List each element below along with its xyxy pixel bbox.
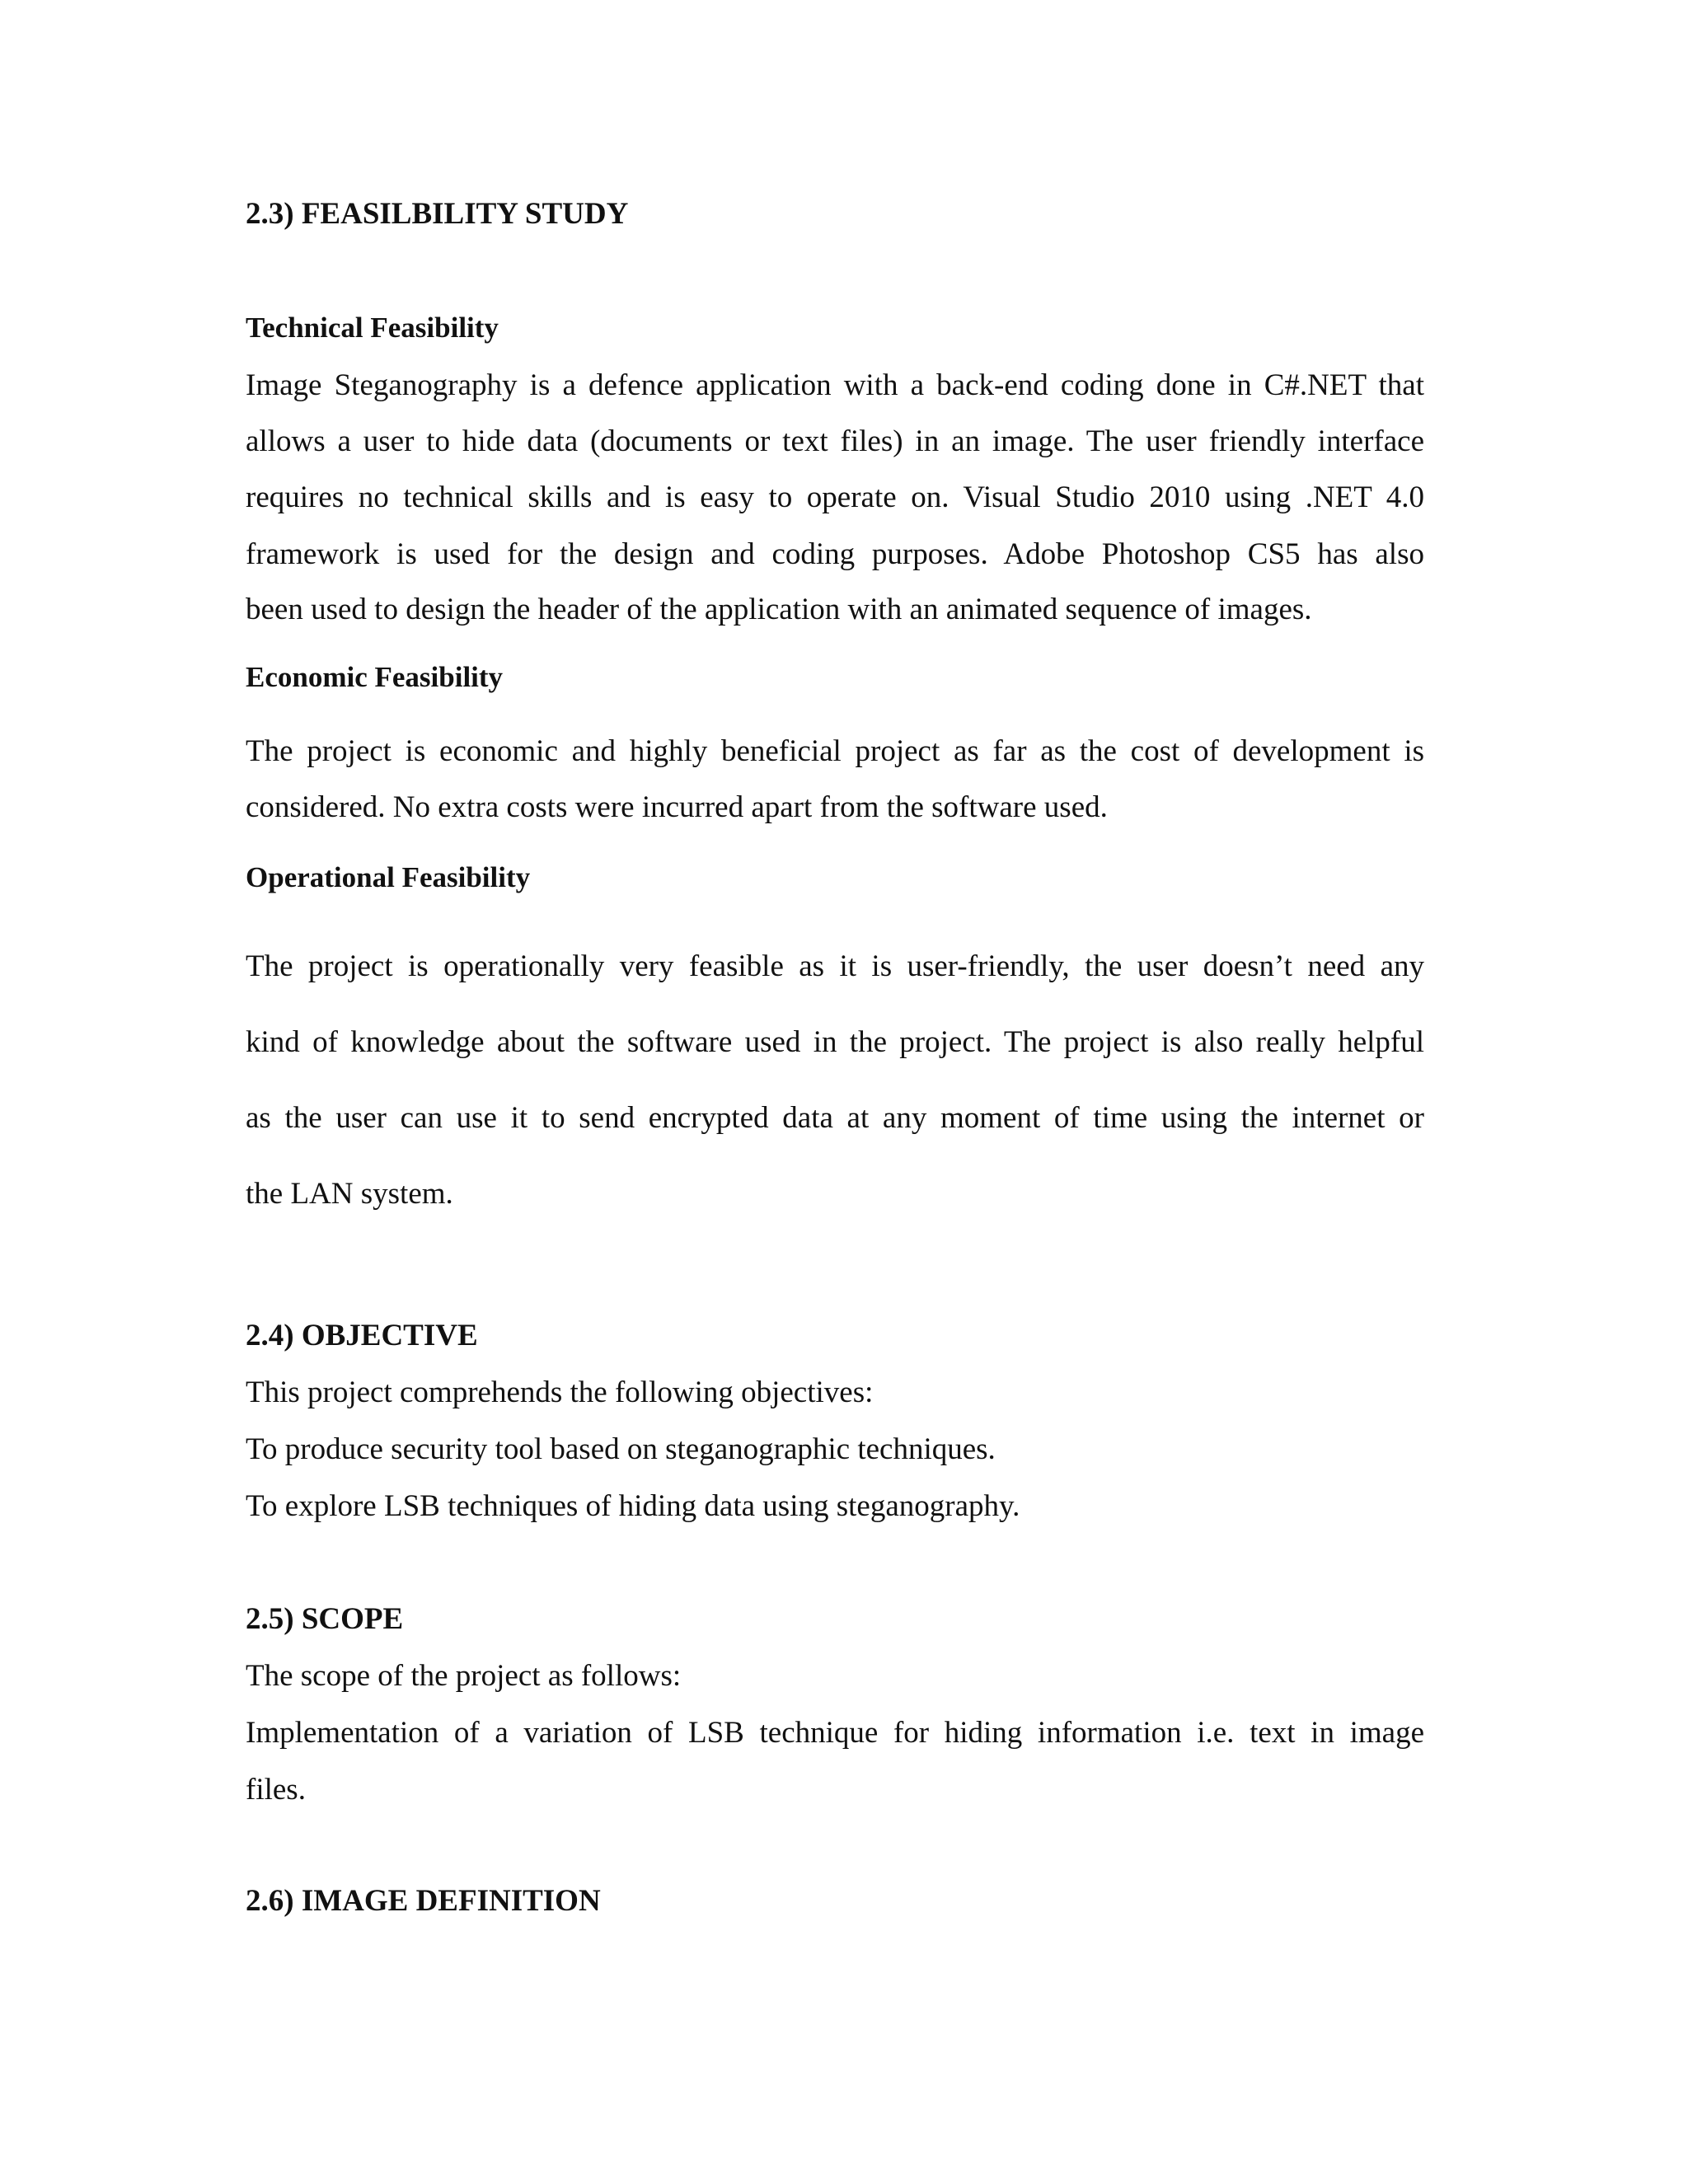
paragraph-line: the LAN system. xyxy=(246,1177,453,1211)
technical-paragraph xyxy=(246,480,1424,515)
subheading-technical-feasibility: Technical Feasibility xyxy=(246,312,499,344)
paragraph-line: The project is operationally very feasible as it is user-friendly, the user doesn’t need any xyxy=(246,949,1424,983)
paragraph-line: files. xyxy=(246,1773,306,1807)
scope-line xyxy=(246,1658,1424,1694)
subheading-operational-feasibility: Operational Feasibility xyxy=(246,861,531,893)
subheading-economic-feasibility: Economic Feasibility xyxy=(246,661,504,693)
scope-line xyxy=(246,1772,1424,1807)
section-title-objective: 2.4) OBJECTIVE xyxy=(246,1319,478,1352)
section-title-image-definition: 2.6) IMAGE DEFINITION xyxy=(246,1884,601,1918)
paragraph-line: The scope of the project as follows: xyxy=(246,1659,682,1693)
paragraph-line: To produce security tool based on steganographic techniques. xyxy=(246,1432,996,1466)
section-title-scope: 2.5) SCOPE xyxy=(246,1602,404,1636)
economic-paragraph xyxy=(246,733,1424,769)
paragraph-line: allows a user to hide data (documents or text files) in an image. The user friendly interface xyxy=(246,424,1424,458)
operational-paragraph xyxy=(246,949,1424,984)
operational-paragraph xyxy=(246,1024,1424,1060)
technical-paragraph xyxy=(246,424,1424,459)
operational-paragraph xyxy=(246,1176,1424,1212)
economic-paragraph xyxy=(246,790,1424,825)
paragraph-line: Image Steganography is a defence application with a back-end coding done in C#.NET that xyxy=(246,368,1424,402)
objective-line xyxy=(246,1488,1424,1524)
paragraph-line: been used to design the header of the application with an animated sequence of images. xyxy=(246,593,1312,626)
paragraph-line: as the user can use it to send encrypted data at any moment of time using the internet or xyxy=(246,1101,1424,1135)
paragraph-line: kind of knowledge about the software used in the project. The project is also really helpful xyxy=(246,1025,1424,1059)
technical-paragraph xyxy=(246,537,1424,572)
paragraph-line: The project is economic and highly beneficial project as far as the cost of development is xyxy=(246,734,1424,768)
paragraph-line: requires no technical skills and is easy to operate on. Visual Studio 2010 using .NET 4.0 xyxy=(246,480,1424,514)
paragraph-line: To explore LSB techniques of hiding data using steganography. xyxy=(246,1489,1020,1523)
technical-paragraph xyxy=(246,368,1424,403)
technical-paragraph xyxy=(246,592,1424,627)
objective-line xyxy=(246,1432,1424,1467)
section-title-feasibility: 2.3) FEASILBILITY STUDY xyxy=(246,197,629,231)
operational-paragraph xyxy=(246,1100,1424,1136)
scope-line xyxy=(246,1715,1424,1750)
paragraph-line: Implementation of a variation of LSB technique for hiding information i.e. text in image xyxy=(246,1716,1424,1750)
paragraph-line: This project comprehends the following objectives: xyxy=(246,1376,874,1409)
paragraph-line: considered. No extra costs were incurred apart from the software used. xyxy=(246,790,1108,824)
paragraph-line: framework is used for the design and coding purposes. Adobe Photoshop CS5 has also xyxy=(246,537,1424,571)
objective-line xyxy=(246,1375,1424,1410)
